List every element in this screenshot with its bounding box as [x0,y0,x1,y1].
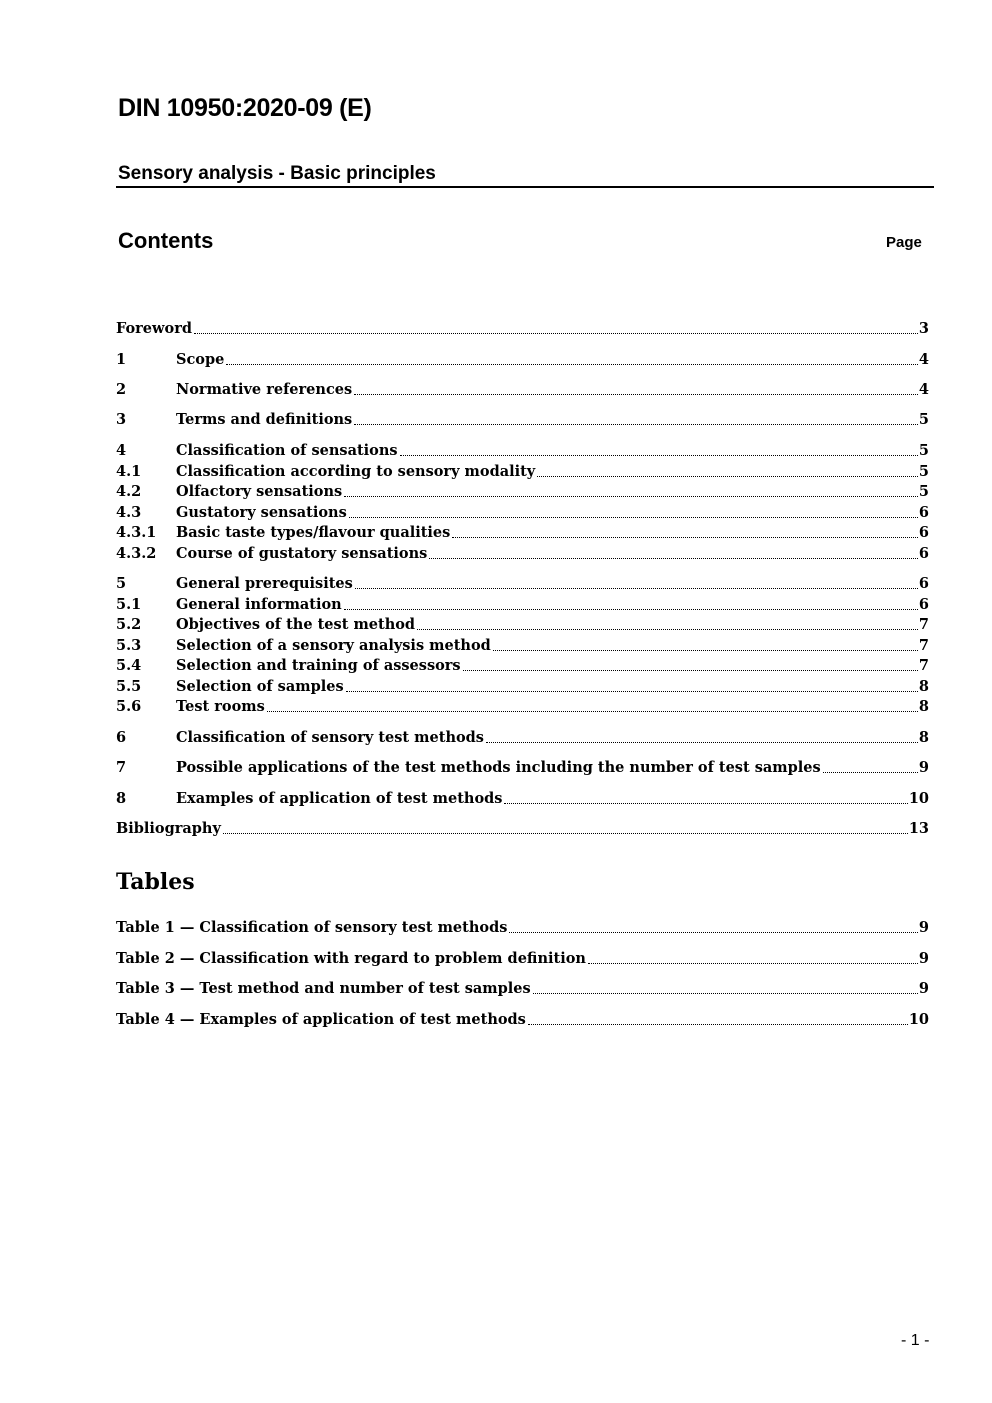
toc-entry-foreword[interactable] [116,319,929,339]
toc-entry-bibliography[interactable] [116,819,929,839]
dot-leader [486,742,918,743]
dot-leader [463,670,918,671]
dot-leader [504,803,907,804]
toc-entry-page: 3 [918,320,929,337]
toc-entry-4-1[interactable] [116,462,929,482]
toc-entry-label: Possible applications of the test methods including the number of test samples [176,759,821,776]
dot-leader [226,364,918,365]
dot-leader [528,1024,908,1025]
dot-leader [355,588,918,589]
toc-entry-number: 4.3.2 [116,545,157,562]
toc-entry-page: 10 [908,790,929,807]
dot-leader [493,650,918,651]
dot-leader [267,711,918,712]
toc-entry-label: Foreword [116,320,192,337]
table-entry-page: 9 [918,980,929,997]
table-entry-label: Table 2 — Classification with regard to problem definition [116,950,586,967]
page-column-label: Page [886,234,922,251]
contents-heading: Contents [118,228,214,253]
toc-entry-page: 13 [908,820,929,837]
dot-leader [194,333,918,334]
toc-entry-5-2[interactable] [116,615,929,635]
toc-entry-number: 4.2 [116,483,142,500]
toc-entry-page: 9 [918,759,929,776]
toc-entry-number: 5.2 [116,616,142,633]
toc-entry-label: Normative references [176,381,353,398]
toc-entry-page: 4 [918,351,929,368]
toc-entry-number: 4.3 [116,504,142,521]
table-entry-1[interactable] [116,918,929,938]
dot-leader [349,517,918,518]
title-rule [116,186,934,188]
toc-entry-label: General information [176,596,342,613]
toc-entry-label: Classification of sensations [176,442,398,459]
toc-entry-number: 7 [116,759,127,776]
toc-entry-number: 3 [116,411,127,428]
document-title: DIN 10950:2020-09 (E) [118,94,372,122]
toc-entry-page: 6 [918,545,929,562]
toc-entry-page: 7 [918,657,929,674]
toc-entry-number: 4.1 [116,463,142,480]
toc-entry-label: Olfactory sensations [176,483,343,500]
toc-entry-label: Classification of sensory test methods [176,729,484,746]
dot-leader [533,993,918,994]
toc-entry-page: 7 [918,637,929,654]
toc-entry-label: Selection and training of assessors [176,657,461,674]
toc-entry-page: 8 [918,678,929,695]
table-entry-page: 10 [908,1011,929,1028]
dot-leader [223,833,908,834]
toc-entry-number: 5.3 [116,637,142,654]
table-entry-4[interactable] [116,1010,929,1030]
toc-entry-number: 5.1 [116,596,142,613]
dot-leader [509,932,918,933]
toc-entry-7[interactable] [116,758,929,778]
toc-entry-number: 5.4 [116,657,142,674]
dot-leader [346,691,918,692]
toc-entry-page: 5 [918,463,929,480]
toc-entry-page: 7 [918,616,929,633]
toc-entry-label: Test rooms [176,698,265,715]
toc-entry-number: 2 [116,381,127,398]
toc-entry-label: Objectives of the test method [176,616,416,633]
dot-leader [344,609,918,610]
toc-entry-page: 5 [918,442,929,459]
dot-leader [823,772,918,773]
toc-entry-4-3-2[interactable] [116,544,929,564]
toc-entry-4-3-1[interactable] [116,523,929,543]
table-entry-label: Table 3 — Test method and number of test samples [116,980,531,997]
table-entry-3[interactable] [116,979,929,999]
toc-entry-page: 6 [918,504,929,521]
toc-entry-label: Selection of a sensory analysis method [176,637,491,654]
toc-entry-page: 8 [918,698,929,715]
toc-entry-number: 4 [116,442,127,459]
toc-entry-page: 5 [918,483,929,500]
toc-entry-4-3[interactable] [116,503,929,523]
toc-entry-8[interactable] [116,789,929,809]
dot-leader [452,537,918,538]
toc-entry-page: 8 [918,729,929,746]
toc-entry-page: 6 [918,524,929,541]
toc-entry-label: Selection of samples [176,678,344,695]
toc-entry-page: 5 [918,411,929,428]
toc-entry-1[interactable] [116,350,929,370]
dot-leader [429,558,918,559]
toc-entry-label: Classification according to sensory modality [176,463,536,480]
tables-heading: Tables [116,869,195,895]
table-entry-label: Table 4 — Examples of application of test methods [116,1011,526,1028]
dot-leader [588,963,918,964]
page-number: - 1 - [901,1332,930,1349]
toc-entry-label: Bibliography [116,820,221,837]
toc-entry-label: Course of gustatory sensations [176,545,428,562]
table-entry-page: 9 [918,919,929,936]
toc-entry-5[interactable] [116,574,929,594]
dot-leader [344,496,918,497]
toc-entry-page: 6 [918,596,929,613]
dot-leader [354,394,918,395]
toc-entry-5-1[interactable] [116,595,929,615]
toc-entry-label: Scope [176,351,225,368]
toc-entry-number: 5.5 [116,678,142,695]
toc-entry-number: 8 [116,790,127,807]
toc-entry-3[interactable] [116,410,929,430]
toc-entry-page: 6 [918,575,929,592]
table-entry-2[interactable] [116,949,929,969]
toc-entry-number: 1 [116,351,127,368]
toc-entry-number: 5 [116,575,127,592]
toc-entry-label: Basic taste types/flavour qualities [176,524,451,541]
table-entry-label: Table 1 — Classification of sensory test methods [116,919,508,936]
toc-entry-number: 5.6 [116,698,142,715]
toc-entry-5-5[interactable] [116,677,929,697]
toc-entry-5-6[interactable] [116,697,929,717]
toc-entry-label: General prerequisites [176,575,353,592]
dot-leader [537,476,918,477]
toc-entry-4-2[interactable] [116,482,929,502]
dot-leader [400,455,918,456]
toc-entry-number: 6 [116,729,127,746]
toc-entry-5-4[interactable] [116,656,929,676]
document-subtitle: Sensory analysis - Basic principles [118,163,436,184]
toc-entry-label: Terms and definitions [176,411,353,428]
toc-entry-4[interactable] [116,441,929,461]
toc-entry-6[interactable] [116,728,929,748]
toc-entry-label: Gustatory sensations [176,504,347,521]
toc-entry-5-3[interactable] [116,636,929,656]
toc-entry-page: 4 [918,381,929,398]
table-entry-page: 9 [918,950,929,967]
dot-leader [354,424,918,425]
dot-leader [417,629,918,630]
toc-entry-number: 4.3.1 [116,524,157,541]
toc-entry-label: Examples of application of test methods [176,790,503,807]
toc-entry-2[interactable] [116,380,929,400]
